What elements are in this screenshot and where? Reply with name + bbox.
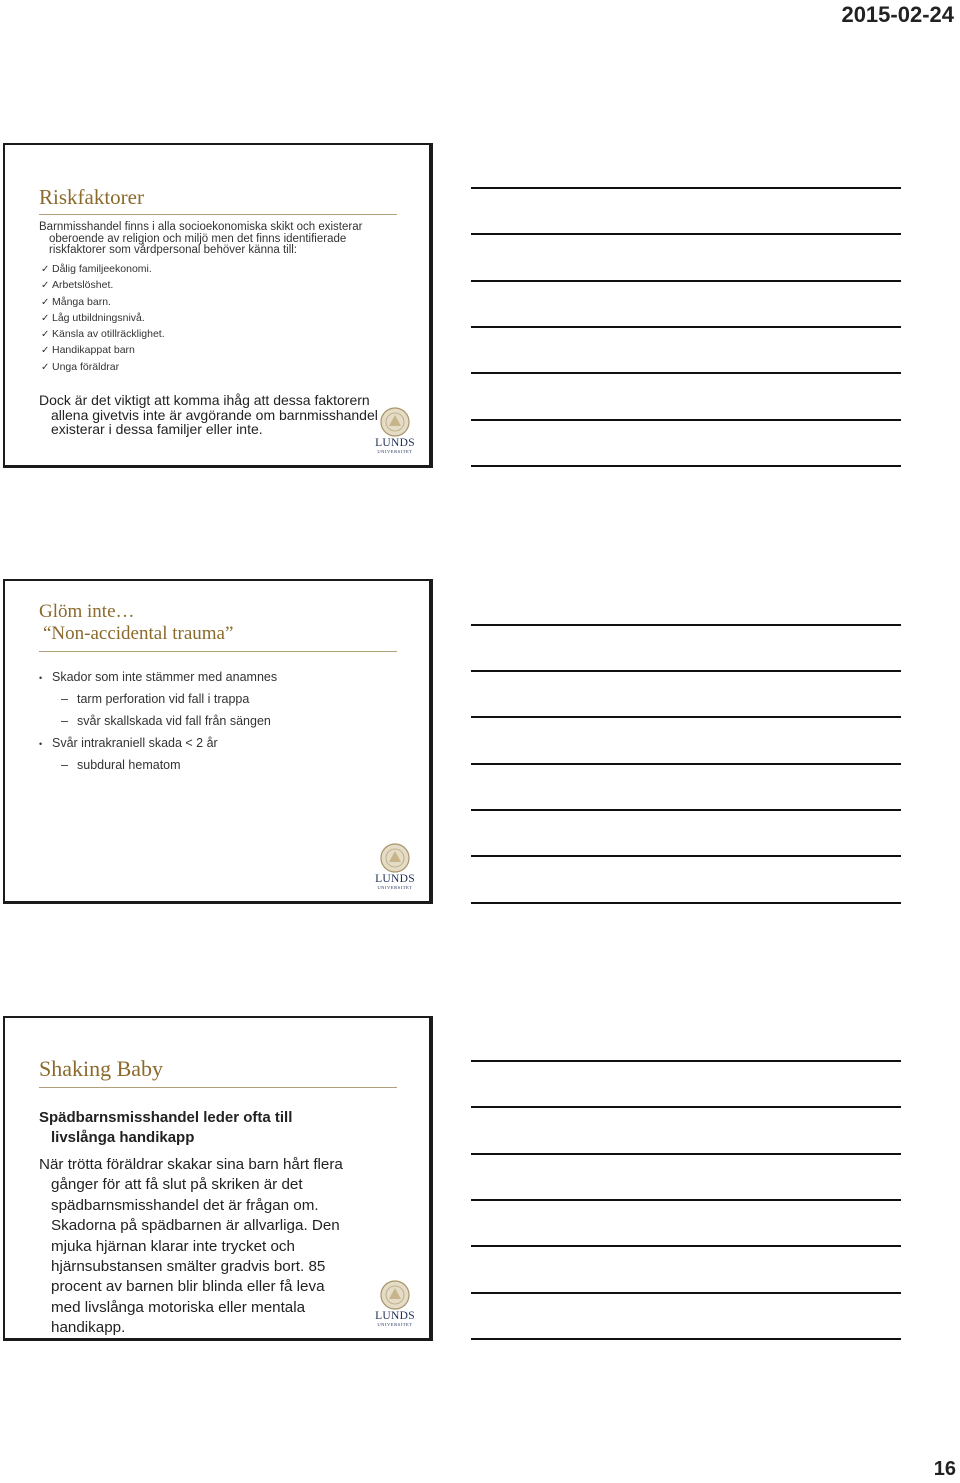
note-line — [471, 419, 901, 421]
note-line — [471, 187, 901, 189]
slide-title: Riskfaktorer — [39, 185, 144, 209]
list-item: – tarm perforation vid fall i trappa — [61, 692, 250, 706]
check-icon: ✓ — [41, 264, 50, 275]
page-number: 16 — [933, 1458, 956, 1480]
slide-riskfaktorer — [3, 143, 433, 468]
list-item: – svår skallskada vid fall från sängen — [61, 714, 271, 728]
lund-university-logo: LUNDS UNIVERSITET — [375, 1280, 415, 1336]
list-item: ✓ Handikappat barn — [41, 342, 165, 358]
list-item: – subdural hematom — [61, 758, 181, 772]
note-line — [471, 716, 901, 718]
list-item: • Skador som inte stämmer med anamnes — [39, 670, 278, 684]
note-line — [471, 809, 901, 811]
note-line — [471, 1245, 901, 1247]
note-text: Dock är det viktigt att komma ihåg att dessa faktorern allena givetvis inte är avgörande om barnmisshandel existerar i dessa familjer eller inte. — [39, 392, 378, 437]
list-item: ✓ Unga föräldrar — [41, 359, 165, 375]
list-item: ✓ Arbetslöshet. — [41, 277, 165, 293]
note-line — [471, 763, 901, 765]
note-line — [471, 670, 901, 672]
title-divider — [39, 651, 397, 652]
lund-university-logo: LUNDS UNIVERSITET — [375, 407, 415, 463]
intro-text: Barnmisshandel finns i alla socioekonomiska skikt och existerar oberoende av religion och miljö men det finns identifierade riskfaktorer som vårdpersonal behöver känna till: — [39, 221, 363, 256]
note-line — [471, 855, 901, 857]
bold-statement: Spädbarnsmisshandel leder ofta till livslånga handikapp — [39, 1109, 293, 1146]
note-line — [471, 326, 901, 328]
body-text: När trötta föräldrar skakar sina barn hårt flera gånger för att få slut på skriken är det spädbarnsmisshandel det är frågan om. Skadorna på spädbarnen är allvarliga. Den mjuka hjärnan klarar inte trycket och hjärnsubstansen smälter gradvis bort. 85 procent av barnen blir blinda eller få leva med livslånga motoriska eller mentala handikapp. — [39, 1156, 343, 1337]
note-line — [471, 902, 901, 904]
note-line — [471, 1106, 901, 1108]
note-line — [471, 465, 901, 467]
note-line — [471, 624, 901, 626]
risk-factor-list — [41, 261, 165, 375]
note-line — [471, 233, 901, 235]
lund-university-logo: LUNDS UNIVERSITET — [375, 843, 415, 899]
check-icon: ✓ — [41, 312, 50, 324]
list-item: ✓ Känsla av otillräcklighet. — [41, 326, 165, 342]
slide-title: Glöm inte… “Non-accidental trauma” — [39, 601, 234, 644]
check-icon: ✓ — [41, 329, 50, 341]
note-line — [471, 1199, 901, 1201]
slide-non-accidental-trauma — [3, 579, 433, 904]
list-item: ✓ Många barn. — [41, 294, 165, 310]
title-divider — [39, 214, 397, 215]
list-item: ✓ Låg utbildningsnivå. — [41, 310, 165, 326]
check-icon: ✓ — [41, 280, 50, 292]
note-line — [471, 1338, 901, 1340]
list-item: ✓ Dålig familjeekonomi. — [41, 261, 165, 277]
note-line — [471, 372, 901, 374]
slide-title: Shaking Baby — [39, 1056, 164, 1081]
page-date: 2015-02-24 — [841, 2, 954, 27]
title-divider — [39, 1087, 397, 1088]
check-icon: ✓ — [41, 361, 50, 373]
list-item: • Svår intrakraniell skada < 2 år — [39, 736, 218, 750]
check-icon: ✓ — [41, 296, 50, 308]
note-line — [471, 280, 901, 282]
note-line — [471, 1292, 901, 1294]
slide-shaking-baby — [3, 1016, 433, 1341]
note-line — [471, 1060, 901, 1062]
check-icon: ✓ — [41, 345, 50, 357]
bullet-list — [39, 670, 277, 780]
note-line — [471, 1153, 901, 1155]
